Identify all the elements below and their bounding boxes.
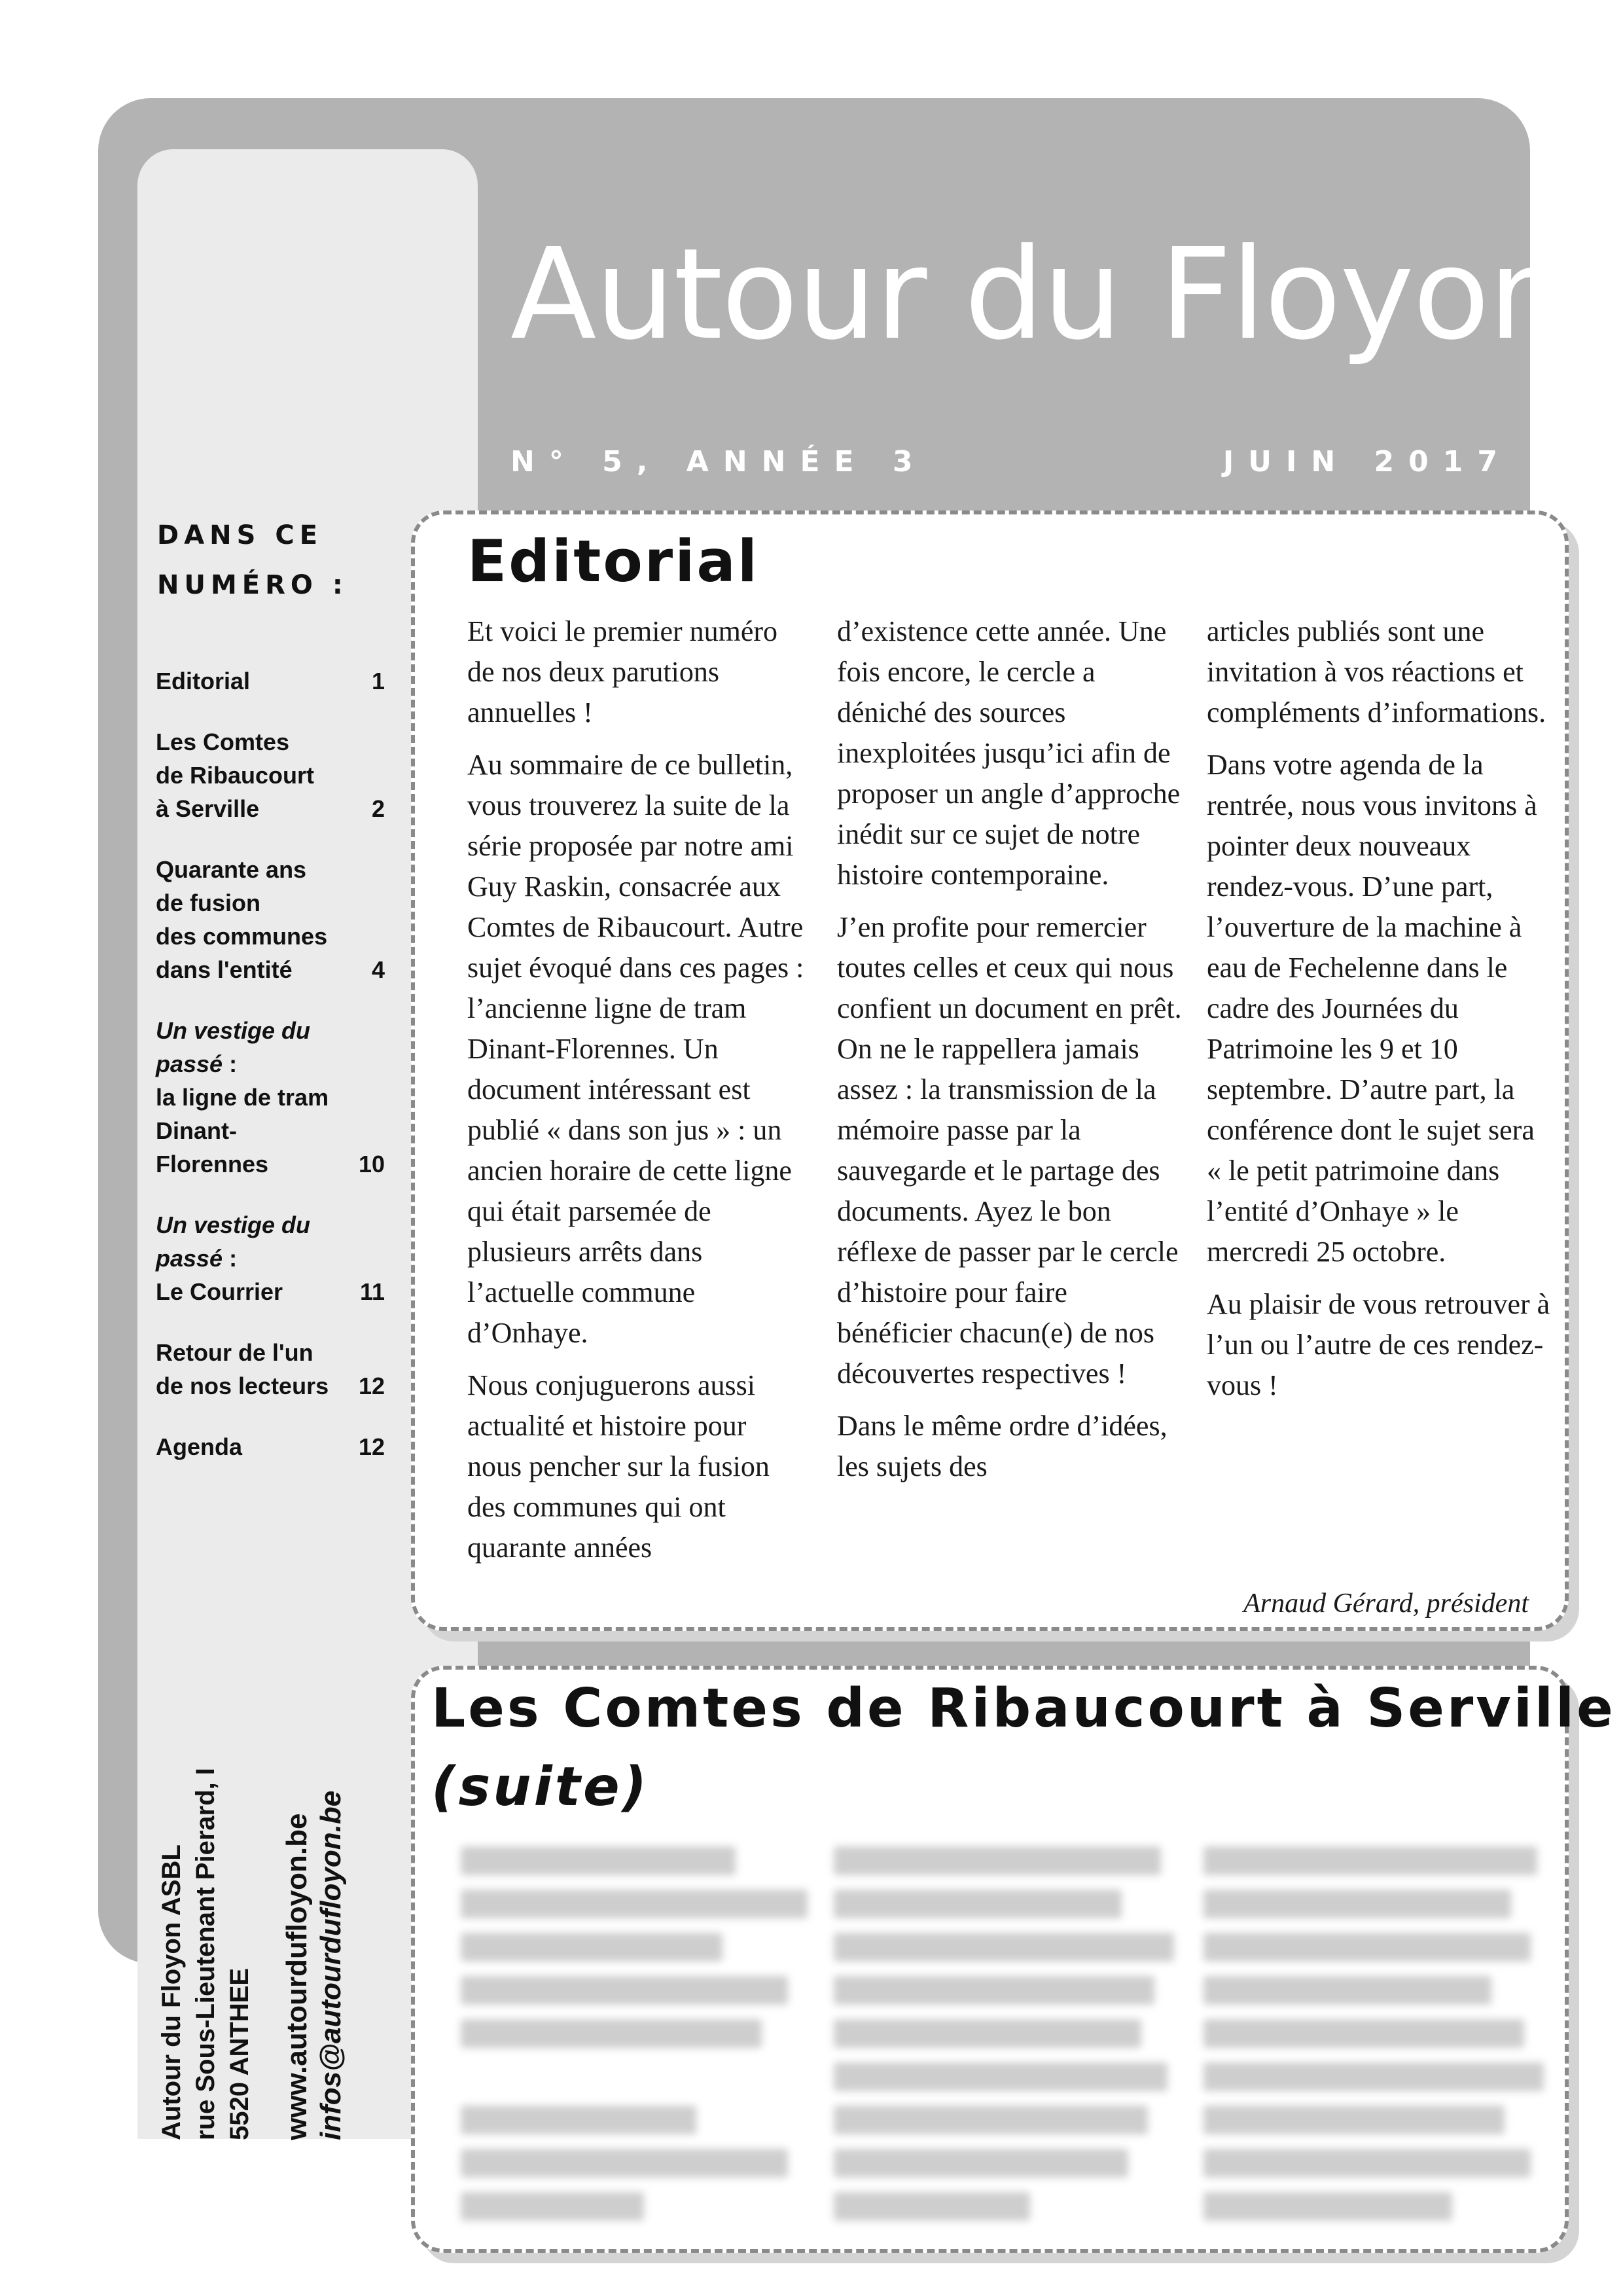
toc-item-label: de nos lecteurs: [156, 1372, 329, 1399]
article-title-text: Les Comtes de Ribaucourt à Serville: [431, 1677, 1616, 1740]
editorial-paragraph: Au sommaire de ce bulletin, vous trouverez la suite de la série proposée par notre ami Guy Raskin, consacrée aux Comtes de Ribaucourt. Autre sujet évoqué dans ces pages : l’ancienne ligne de tram Dinant-Florennes. Un document intéressant est publié « dans son jus » : un ancien horaire de cette ligne qui était parsemée de plusieurs arrêts dans l’actuelle commune d’Onhaye.: [467, 749, 804, 1349]
toc-item-label: Agenda: [156, 1433, 243, 1460]
toc-page-number: 10: [358, 1151, 385, 1177]
article-subtitle: (suite): [431, 1756, 650, 1818]
editorial-column-3: [1207, 611, 1554, 1418]
editorial-paragraph: d’existence cette année. Une fois encore, le cercle a déniché des sources inexploitées jusqu’ici afin de proposer un angle d’approche inédit sur ce sujet de notre histoire contemporaine.: [837, 615, 1181, 891]
toc-item-italic: Un vestige du passé: [156, 1211, 311, 1272]
editorial-paragraph: Et voici le premier numéro de nos deux parutions annuelles !: [467, 615, 778, 728]
toc-item-label: Quarante ans: [156, 856, 307, 883]
editorial-box: [411, 511, 1569, 1631]
editorial-paragraph: articles publiés sont une invitation à vos réactions et compléments d’informations.: [1207, 615, 1546, 728]
toc-item[interactable]: [156, 1336, 385, 1403]
toc-item-label: Les Comtes: [156, 728, 290, 755]
article-title: [431, 1670, 1616, 1827]
toc-item-label: à Serville: [156, 795, 260, 822]
toc-item[interactable]: Un vestige du passé : la ligne de tram Dinant- Florennes 10: [156, 1014, 385, 1181]
editorial-title: Editorial: [467, 528, 759, 595]
email-link[interactable]: infos@autourdufloyon.be: [315, 1790, 347, 2140]
toc-item[interactable]: Un vestige du passé : Le Courrier 11: [156, 1208, 385, 1308]
toc-page-number: 4: [371, 956, 385, 983]
toc-item-label: dans l'entité: [156, 956, 293, 983]
toc-item-label: des communes: [156, 923, 328, 950]
toc-page-number: 1: [371, 668, 385, 694]
toc-item[interactable]: [156, 664, 385, 698]
toc-page-number: 12: [358, 1433, 385, 1460]
issue-number: N° 5, ANNÉE 3: [510, 445, 927, 478]
toc-item-italic: Un vestige du passé: [156, 1017, 311, 1077]
toc-item-label: Retour de l'un: [156, 1339, 313, 1366]
toc-item-label: Le Courrier: [156, 1278, 283, 1305]
issue-date: JUIN 2017: [1222, 445, 1512, 478]
blurred-text-column-2: [834, 1846, 1181, 2235]
editorial-column-2: [837, 611, 1187, 1499]
blurred-text-column-1: [461, 1846, 808, 2235]
toc-page-number: 12: [358, 1372, 385, 1399]
website-link[interactable]: www.autourdufloyon.be: [281, 1813, 313, 2140]
toc-item[interactable]: [156, 725, 385, 825]
address-street: rue Sous-Lieutenant Pierard, I: [191, 1767, 220, 2140]
editorial-signature: Arnaud Gérard, président: [1243, 1588, 1529, 1619]
toc-item-label: la ligne de tram: [156, 1084, 329, 1111]
article-box: [411, 1666, 1616, 2253]
issue-line: [510, 445, 1512, 478]
editorial-paragraph: Dans le même ordre d’idées, les sujets des: [837, 1410, 1168, 1482]
toc-page-number: 11: [359, 1278, 385, 1305]
toc-heading: DANS CE NUMÉRO :: [157, 520, 348, 600]
toc-item-label: Florennes: [156, 1151, 269, 1177]
editorial-columns: [467, 611, 1550, 1564]
address-city: 5520 ANTHEE: [225, 1967, 254, 2140]
toc-item-label: Dinant-: [156, 1117, 237, 1144]
editorial-paragraph: Nous conjuguerons aussi actualité et histoire pour nous pencher sur la fusion des communes qui ont quarante années: [467, 1369, 770, 1564]
editorial-paragraph: Au plaisir de vous retrouver à l’un ou l’autre de ces rendez-vous !: [1207, 1288, 1550, 1401]
toc-item-label: de Ribaucourt: [156, 762, 315, 789]
blurred-text-column-3: [1204, 1846, 1550, 2235]
toc-page-number: 2: [371, 795, 385, 822]
table-of-contents: [156, 664, 385, 1491]
address-org: Autour du Floyon ASBL: [157, 1844, 186, 2140]
address-block: [154, 1767, 347, 2140]
toc-item[interactable]: [156, 853, 385, 986]
editorial-paragraph: Dans votre agenda de la rentrée, nous vous invitons à pointer deux nouveaux rendez-vous. D’une part, l’ouverture de la machine à eau de Fechelenne dans le cadre des Journées du Patrimoine les 9 et 10 septembre. D’autre part, la conférence dont le sujet sera « le petit patrimoine dans l’entité d’Onhaye » le mercredi 25 octobre.: [1207, 749, 1537, 1268]
editorial-column-1: [467, 611, 808, 1580]
toc-item-label: de fusion: [156, 889, 260, 916]
editorial-paragraph: J’en profite pour remercier toutes celles et ceux qui nous confient un document en prêt. On ne le rappellera jamais assez : la transmission de la mémoire passe par la sauvegarde et le partage des documents. Ayez le bon réflexe de passer par le cercle d’histoire pour faire bénéficier chacun(e) de nos découvertes respectives !: [837, 911, 1182, 1390]
newsletter-title: Autour du Floyon: [510, 222, 1567, 368]
toc-item-label: Editorial: [156, 668, 251, 694]
